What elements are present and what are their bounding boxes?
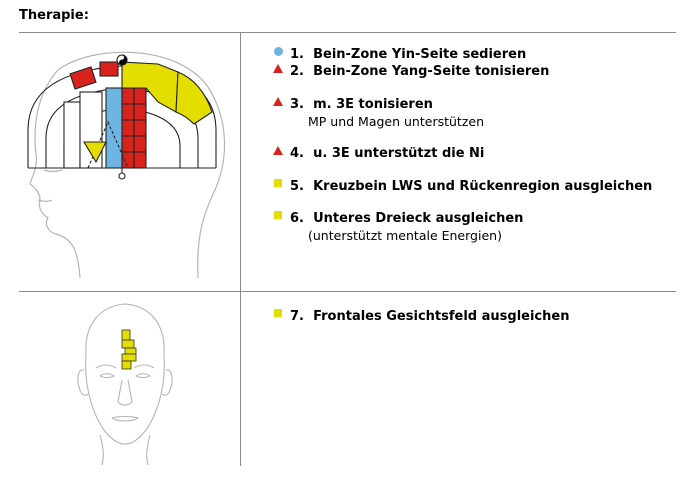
yellow-square-icon — [270, 306, 286, 320]
therapy-item-5 — [270, 175, 652, 194]
head-profile-zone-illustration — [18, 42, 236, 282]
item-label: Bein-Zone Yang-Seite tonisieren — [313, 64, 550, 79]
front-face-illustration — [70, 300, 180, 465]
item-number: 4. — [290, 146, 304, 161]
therapy-item-7 — [270, 305, 569, 324]
item-number: 3. — [290, 97, 304, 112]
item-label: m. 3E tonisieren — [313, 97, 433, 112]
red-triangle-icon — [270, 61, 286, 75]
therapy-item-6 — [270, 207, 523, 243]
red-triangle-icon — [270, 143, 286, 157]
red-triangle-icon — [270, 94, 286, 108]
item-label: u. 3E unterstützt die Ni — [313, 146, 485, 161]
item-label: Frontales Gesichtsfeld ausgleichen — [313, 309, 570, 324]
therapy-item-3 — [270, 93, 484, 129]
item-number: 6. — [290, 211, 304, 226]
column-divider — [240, 32, 241, 466]
item-label: Kreuzbein LWS und Rückenregion ausgleichen — [313, 179, 653, 194]
item-label: Unteres Dreieck ausgleichen — [313, 211, 524, 226]
blue-circle-icon — [270, 44, 286, 58]
item-number: 5. — [290, 179, 304, 194]
therapy-item-2 — [270, 60, 549, 79]
item-number: 7. — [290, 309, 304, 324]
therapy-item-4 — [270, 142, 484, 161]
middle-divider — [19, 291, 676, 292]
item-number: 1. — [290, 47, 304, 62]
yellow-square-icon — [270, 208, 286, 222]
section-title: Therapie: — [19, 8, 89, 23]
top-divider — [19, 32, 676, 33]
yellow-square-icon — [270, 176, 286, 190]
item-number: 2. — [290, 64, 304, 79]
item-subtext: MP und Magen unterstützen — [308, 114, 485, 129]
item-label: Bein-Zone Yin-Seite sedieren — [313, 47, 527, 62]
item-subtext: (unterstützt mentale Energien) — [308, 228, 502, 243]
